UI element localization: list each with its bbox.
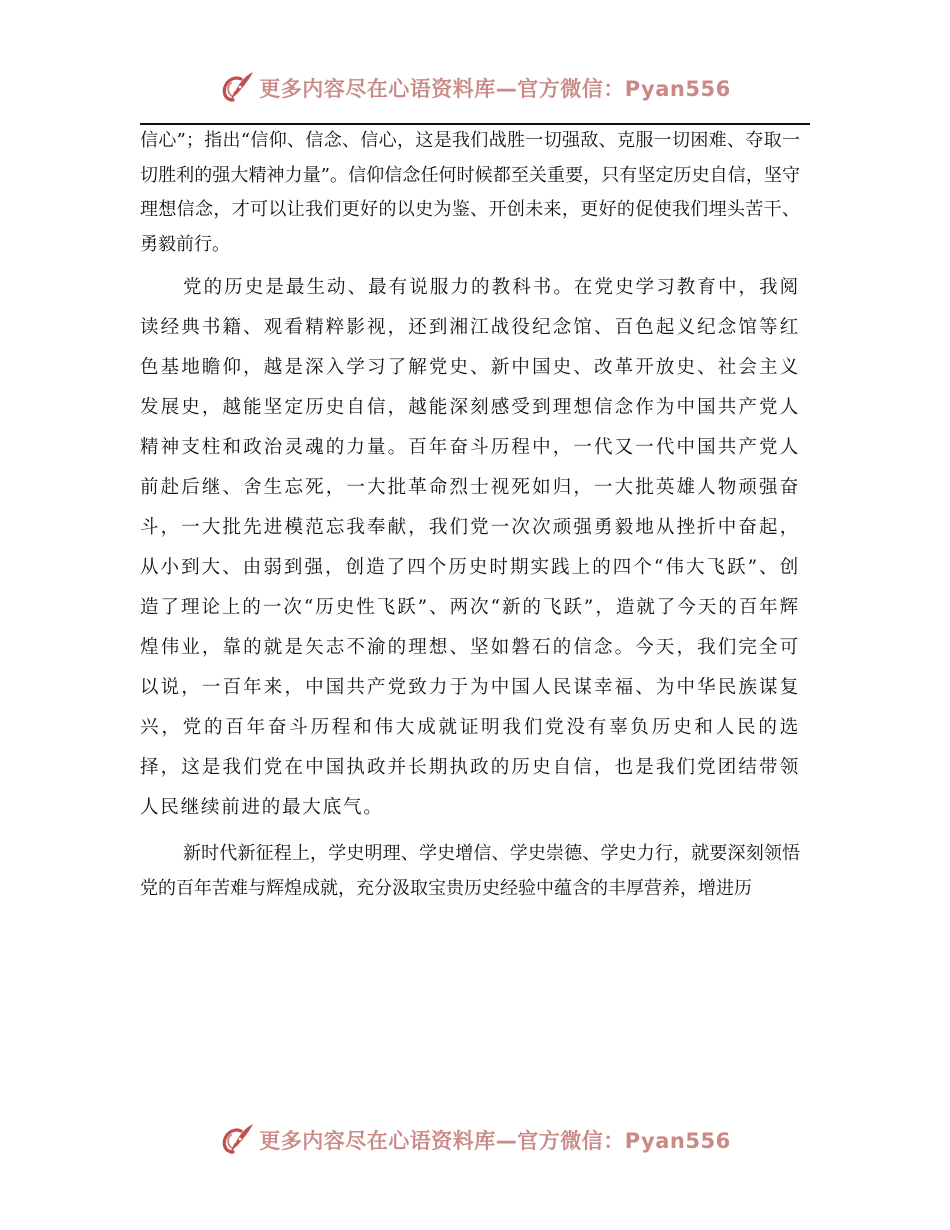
header-banner <box>0 66 950 110</box>
quill-pen-logo-icon <box>219 70 255 106</box>
paragraph-1: 信心”；指出“信仰、信念、信心，这是我们战胜一切强敌、克服一切困难、夺取一切胜利的强大精神力量”。信仰信念任何时候都至关重要，只有坚定历史自信，坚守理想信念，才可以让我们更好的以史为鉴、开创未来，更好的促使我们埋头苦干、勇毅前行。 <box>140 130 800 255</box>
header-banner-text: 更多内容尽在心语资料库—官方微信：Pyan556 <box>259 77 731 101</box>
quill-pen-logo-icon <box>219 1122 255 1158</box>
paragraph-3: 新时代新征程上，学史明理、学史增信、学史崇德、学史力行，就要深刻领悟党的百年苦难与辉煌成就，充分汲取宝贵历史经验中蕴含的丰厚营养，增进历 <box>140 843 800 899</box>
document-body <box>140 124 800 906</box>
footer-banner <box>0 1118 950 1162</box>
paragraph-2: 党的历史是最生动、最有说服力的教科书。在党史学习教育中，我阅读经典书籍、观看精粹影视，还到湘江战役纪念馆、百色起义纪念馆等红色基地瞻仰，越是深入学习了解党史、新中国史、改革开放史、社会主义发展史，越能坚定历史自信，越能深刻感受到理想信念作为中国共产党人精神支柱和政治灵魂的力量。百年奋斗历程中，一代又一代中国共产党人前赴后继、舍生忘死，一大批革命烈士视死如归，一大批英雄人物顽强奋斗，一大批先进模范忘我奉献，我们党一次次顽强勇毅地从挫折中奋起，从小到大、由弱到强，创造了四个历史时期实践上的四个“伟大飞跃”、创造了理论上的一次“历史性飞跃”、两次“新的飞跃”，造就了今天的百年辉煌伟业，靠的就是矢志不渝的理想、坚如磐石的信念。今天，我们完全可以说，一百年来，中国共产党致力于为中国人民谋幸福、为中华民族谋复兴，党的百年奋斗历程和伟大成就证明我们党没有辜负历史和人民的选择，这是我们党在中国执政并长期执政的历史自信，也是我们党团结带领人民继续前进的最大底气。 <box>140 277 800 818</box>
footer-banner-text: 更多内容尽在心语资料库—官方微信：Pyan556 <box>259 1129 731 1153</box>
